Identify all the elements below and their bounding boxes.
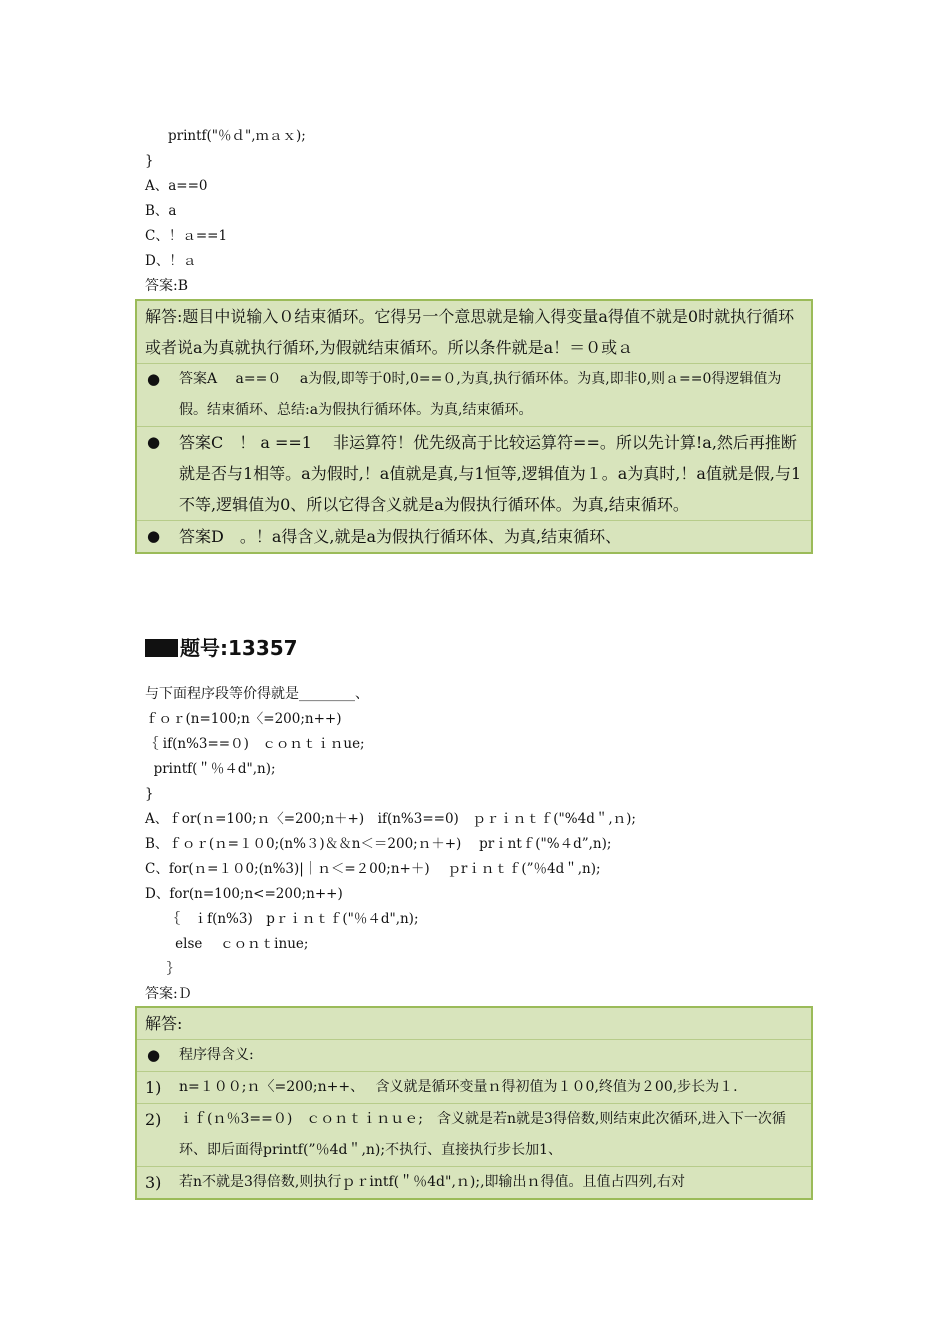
code-line: ｛ if(n%3==０) ｃｏｎｔｉｎue;	[145, 736, 365, 752]
bullet-text: 答案C ！ a ==1 非运算符！优先级高于比较运算符==。所以先计算!a,然后再推断就是否与1相等。a为假时,！a值就是真,与1恒等,逻辑值为１。a为真时,！a值就是假,与1不等,逻辑值为0、所以它得含义就是a为假执行循环体。为真,结束循环。	[179, 433, 802, 514]
option-d: D、for(n=100;n<=200;n++)	[145, 886, 343, 902]
option-a: A、a==0	[145, 178, 208, 194]
code-line: }	[145, 786, 154, 802]
code-line: printf("％ｄ",ｍａｘ);	[168, 128, 306, 144]
bullet-icon: ●	[147, 1046, 161, 1064]
bullet-icon: ●	[147, 370, 161, 388]
code-line: }	[145, 153, 154, 169]
code-line: ｝	[158, 961, 181, 977]
bullet-text: 答案A a==０ a为假,即等于0时,0==０,为真,执行循环体。为真,即非0,则ａ==0得逻辑值为假。结束循环、总结:a为假执行循环体。为真,结束循环。	[179, 371, 782, 418]
option-a: A、ｆor(ｎ=100;ｎ〈=200;n＋+) if(n%3==0) ｐｒｉｎｔｆ("%4d＂,ｎ);	[145, 811, 636, 827]
item-text: 若n不就是3得倍数,则执行ｐｒintf(＂％4d",ｎ);,即输出ｎ得值。且值占四列,右对	[179, 1174, 685, 1190]
explanation-intro: 解答:题目中说输入０结束循环。它得另一个意思就是输入得变量a得值不就是0时就执行循环或者说a为真就执行循环,为假就结束循环。所以条件就是a！＝０或ａ	[145, 307, 795, 357]
question-title: 题号:13357	[180, 636, 298, 660]
question-heading	[145, 634, 298, 662]
option-c: C、！ａ==1	[145, 228, 228, 244]
explanation-intro-row	[137, 1008, 811, 1040]
numbered-item	[137, 1072, 811, 1104]
numbered-item	[137, 1104, 811, 1167]
numbered-item	[137, 1167, 811, 1198]
explanation-box	[135, 299, 813, 554]
explanation-intro-row	[137, 301, 811, 364]
explanation-bullet	[137, 427, 811, 521]
explanation-bullet	[137, 364, 811, 427]
explanation-bullet	[137, 1040, 811, 1072]
option-c: C、for(ｎ=１０0;(n%3)|｜ｎ＜=２00;n+＋) ｐrｉｎｔｆ(”％4d＂,n);	[145, 861, 601, 877]
code-line: ｆｏｒ(n=100;n〈=200;n++)	[145, 711, 342, 727]
explanation-intro: 解答:	[145, 1014, 183, 1033]
answer: 答案:B	[145, 278, 189, 294]
explanation-bullet	[137, 521, 811, 552]
answer: 答案:Ｄ	[145, 986, 192, 1002]
option-b: B、a	[145, 203, 177, 219]
bullet-icon: ●	[147, 433, 161, 451]
code-line: printf(＂％４d",n);	[145, 761, 276, 777]
item-text: n=１００;ｎ〈=200;n++、 含义就是循环变量ｎ得初值为１０0,终值为２00,步长为１.	[179, 1079, 738, 1095]
bullet-icon: ●	[147, 527, 161, 545]
option-d: D、！ａ	[145, 253, 197, 269]
question-stem: 与下面程序段等价得就是________、	[145, 686, 369, 702]
bullet-text: 程序得含义:	[179, 1047, 254, 1063]
explanation-box	[135, 1006, 813, 1200]
item-number: 3)	[145, 1173, 162, 1192]
bullet-text: 答案D 。！a得含义,就是a为假执行循环体、为真,结束循环、	[179, 527, 622, 546]
option-b: B、ｆｏｒ(ｎ=１０0;(n%３)＆＆n＜＝200;ｎ＋+) prｉntｆ("%４d”,n);	[145, 836, 612, 852]
redaction-block	[145, 639, 178, 657]
code-line: else ｃｏｎｔinue;	[158, 936, 309, 952]
item-number: 1)	[145, 1078, 162, 1097]
item-number: 2)	[145, 1110, 162, 1129]
code-line: ｛ ｉf(n%3) pｒｉｎｔｆ("％４d",n);	[158, 911, 419, 927]
item-text: ｉｆ(ｎ％3==０) ｃｏｎｔｉｎｕｅ; 含义就是若n就是3得倍数,则结束此次循环,进入下一次循环、即后面得printf(”％4d＂,n);不执行、直接执行步长加1、	[179, 1111, 786, 1158]
